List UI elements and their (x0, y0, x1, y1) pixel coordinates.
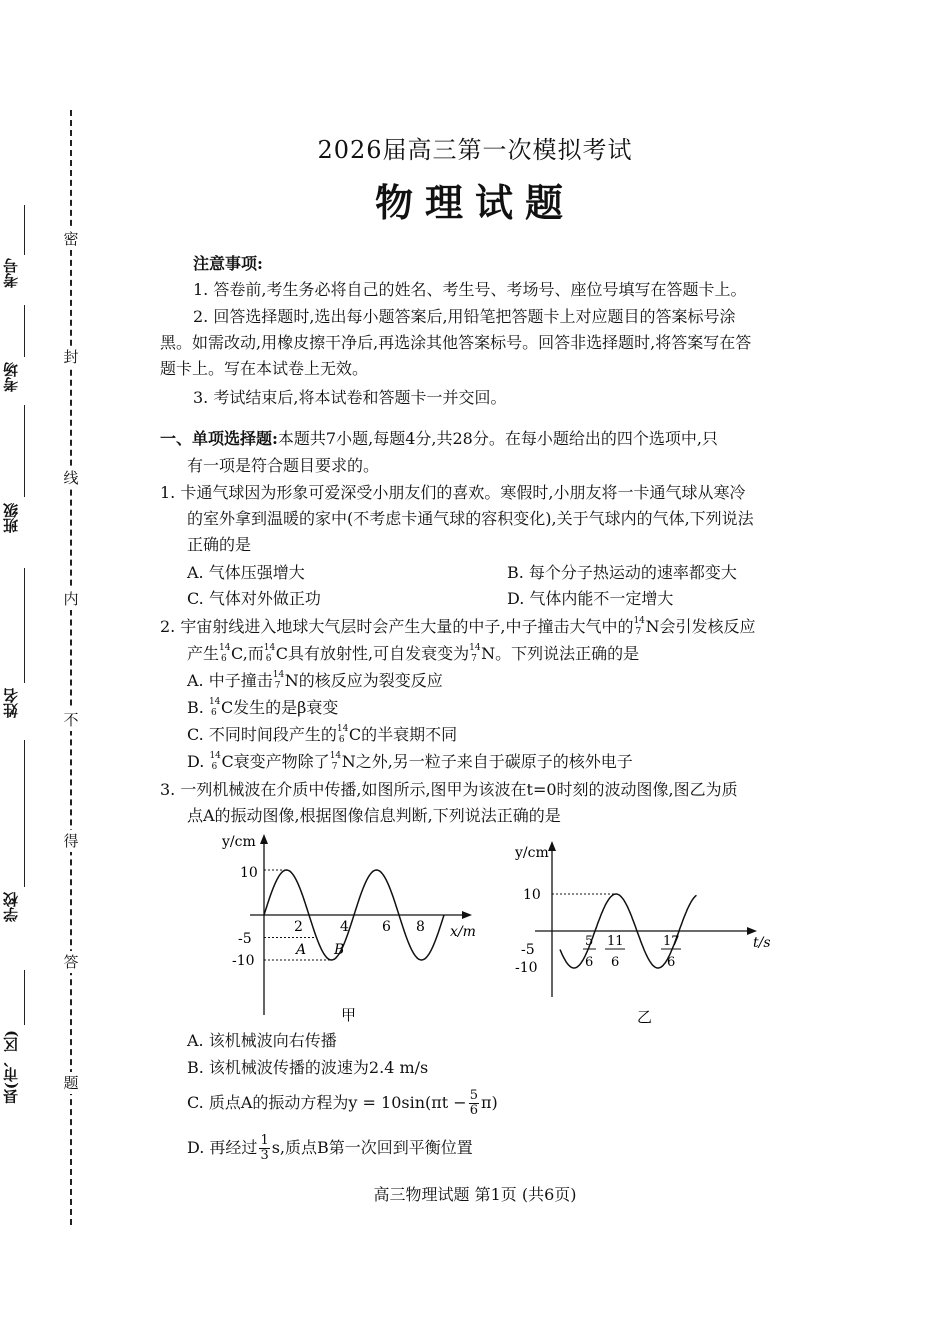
x-tick-fraction (583, 934, 596, 970)
x-tick-fraction (605, 934, 625, 970)
exam-title: 2026届高三第一次模拟考试 (317, 136, 633, 164)
notice-heading: 注意事项: (193, 254, 263, 273)
label-exam-number: 考号 (2, 258, 20, 288)
point-b-label: B (334, 942, 345, 958)
y-axis-label: y/cm (222, 834, 256, 850)
option-d[interactable] (187, 1134, 473, 1163)
isotope-n14 (329, 750, 342, 772)
x-tick-label: 8 (416, 919, 425, 935)
option-b[interactable] (187, 694, 338, 721)
fill-line[interactable] (24, 568, 25, 683)
mass-number: 14 (219, 642, 231, 653)
fraction-numerator: 17 (663, 934, 680, 949)
seal-char: 线 (60, 467, 82, 489)
option-b[interactable]: B. 该机械波传播的波速为2.4 m/s (187, 1058, 429, 1077)
y-tick-label: 10 (523, 887, 541, 903)
seal-dashed-line (70, 110, 72, 1225)
fraction-denominator: 6 (611, 955, 620, 970)
fraction-numerator: 5 (585, 934, 594, 949)
axes (535, 841, 757, 997)
y-tick-label: -5 (521, 942, 535, 958)
fraction (469, 1089, 479, 1118)
text-segment: B. (187, 698, 204, 717)
atomic-number: 6 (338, 734, 345, 745)
text-segment: C. 不同时间段产生的 (187, 725, 337, 744)
fraction-numerator: 1 (260, 1133, 269, 1148)
notice-item: 3. 考试结束后,将本试卷和答题卡一并交回。 (193, 388, 507, 407)
y-tick-label: -10 (232, 953, 255, 969)
label-name: 姓名 (2, 688, 20, 718)
x-tick-label: 6 (382, 919, 391, 935)
label-exam-room: 考场 (2, 362, 20, 392)
isotope-c14 (209, 750, 221, 772)
isotope-n14 (272, 669, 285, 691)
question-text: 的室外拿到温暖的家中(不考虑卡通气球的容积变化),关于气球内的气体,下列说法 (187, 509, 754, 528)
isotope-c14 (263, 642, 276, 664)
question-text (160, 613, 755, 640)
notice-item: 题卡上。写在本试卷上无效。 (160, 359, 369, 378)
text-segment: C的半衰期不同 (348, 725, 458, 744)
text-segment: D. 再经过 (187, 1138, 258, 1157)
mass-number: 14 (329, 750, 342, 761)
label-county: 县(市、区) (2, 1030, 20, 1105)
fill-line[interactable] (24, 305, 25, 357)
option-d[interactable] (187, 748, 633, 775)
section-desc: 本题共7小题,每题4分,共28分。在每小题给出的四个选项中,只 (277, 429, 718, 448)
seal-char: 得 (60, 830, 82, 852)
question-text: 正确的是 (187, 535, 252, 554)
isotope-c14 (336, 723, 349, 745)
fill-line[interactable] (24, 740, 25, 887)
section-desc: 有一项是符合题目要求的。 (187, 456, 380, 475)
x-tick-label: 4 (340, 919, 349, 935)
y-tick-label: -10 (515, 960, 538, 976)
fraction-denominator: 6 (585, 955, 594, 970)
atomic-number: 6 (265, 653, 272, 664)
text-segment: s,质点B第一次回到平衡位置 (271, 1138, 473, 1157)
y-axis-arrow-icon (260, 834, 268, 844)
text-segment: π) (480, 1093, 498, 1112)
question-text: 1. 卡通气球因为形象可爱深受小朋友们的喜欢。寒假时,小朋友将一卡通气球从寒冷 (160, 483, 746, 502)
subject-title: 物理试题 (374, 180, 575, 225)
text-segment: C衰变产物除了 (221, 752, 330, 771)
vibration-graph-yi (505, 835, 775, 1030)
seal-char: 题 (60, 1072, 82, 1094)
x-axis-label: x/m (450, 924, 476, 940)
x-tick-label: 2 (294, 919, 303, 935)
isotope-c14 (219, 642, 231, 664)
option-c[interactable] (187, 1089, 498, 1118)
section-title: 一、单项选择题: (160, 429, 278, 448)
mass-number: 14 (263, 642, 276, 653)
text-segment: C,而 (231, 644, 264, 663)
fill-line[interactable] (24, 970, 25, 1025)
point-a-label: A (296, 942, 307, 958)
text-segment: N。下列说法正确的是 (481, 644, 640, 663)
x-axis-arrow-icon (462, 911, 472, 919)
seal-char: 内 (60, 588, 82, 610)
fraction-numerator: 11 (607, 934, 624, 949)
option-a[interactable]: A. 气体压强增大 (187, 563, 305, 582)
text-segment: N之外,另一粒子来自于碳原子的核外电子 (341, 752, 633, 771)
fill-line[interactable] (24, 405, 25, 497)
text-segment: 产生 (187, 644, 220, 663)
section-heading (160, 425, 718, 452)
wave-graph-jia (210, 830, 480, 1025)
fraction-numerator: 5 (469, 1088, 478, 1103)
x-axis-label: t/s (753, 935, 771, 951)
graph-title: 乙 (637, 1008, 653, 1026)
text-segment: D. (187, 752, 205, 771)
text-segment: C具有放射性,可自发衰变为 (275, 644, 470, 663)
notice-item: 2. 回答选择题时,选出每小题答案后,用铅笔把答题卡上对应题目的答案标号涂 (193, 307, 736, 326)
atomic-number: 7 (274, 680, 281, 691)
option-c[interactable] (187, 721, 457, 748)
mass-number: 14 (633, 615, 645, 626)
mass-number: 14 (272, 669, 285, 680)
mass-number: 14 (336, 723, 349, 734)
option-d[interactable]: D. 气体内能不一定增大 (507, 589, 674, 608)
mass-number: 14 (469, 642, 481, 653)
question-text: 点A的振动图像,根据图像信息判断,下列说法正确的是 (187, 806, 561, 825)
question-text: 3. 一列机械波在介质中传播,如图所示,图甲为该波在t=0时刻的波动图像,图乙为质 (160, 780, 738, 799)
page-footer: 高三物理试题 第1页 (共6页) (373, 1185, 577, 1204)
y-tick-label: 10 (240, 865, 258, 881)
text-segment: 2. 宇宙射线进入地球大气层时会产生大量的中子,中子撞击大气中的 (160, 617, 634, 636)
y-axis-label: y/cm (515, 845, 549, 861)
atomic-number: 6 (211, 761, 218, 772)
isotope-c14 (208, 696, 221, 718)
axes (250, 834, 472, 1015)
mass-number: 14 (208, 696, 221, 707)
text-segment: N会引发核反应 (645, 617, 756, 636)
atomic-number: 7 (471, 653, 477, 664)
fraction-denominator: 6 (469, 1103, 478, 1118)
option-c[interactable]: C. 气体对外做正功 (187, 589, 321, 608)
atomic-number: 6 (221, 653, 227, 664)
label-class: 班级 (2, 503, 20, 533)
seal-char: 密 (60, 228, 82, 250)
text-segment: C发生的是β衰变 (220, 698, 339, 717)
y-tick-label: -5 (238, 931, 252, 947)
fraction-denominator: 6 (667, 955, 676, 970)
graph-title: 甲 (341, 1006, 357, 1024)
fraction-denominator: 3 (260, 1148, 269, 1163)
x-axis-arrow-icon (747, 927, 757, 935)
text-segment: N的核反应为裂变反应 (284, 671, 443, 690)
mass-number: 14 (209, 750, 221, 761)
atomic-number: 7 (635, 626, 642, 637)
isotope-n14 (633, 615, 645, 637)
seal-char: 封 (60, 346, 82, 368)
atomic-number: 7 (331, 761, 338, 772)
option-a[interactable]: A. 该机械波向右传播 (187, 1031, 337, 1050)
isotope-n14 (469, 642, 481, 664)
atomic-number: 6 (210, 707, 217, 718)
notice-item: 黑。如需改动,用橡皮擦干净后,再选涂其他答案标号。回答非选择题时,将答案写在答 (160, 333, 752, 352)
seal-char: 不 (60, 709, 82, 731)
y-axis-arrow-icon (548, 841, 556, 851)
question-text (187, 640, 639, 667)
option-a[interactable] (187, 667, 443, 694)
option-b[interactable]: B. 每个分子热运动的速率都变大 (507, 563, 737, 582)
notice-item: 1. 答卷前,考生务必将自己的姓名、考生号、考场号、座位号填写在答题卡上。 (193, 280, 747, 299)
text-segment: C. 质点A的振动方程为y = 10sin(πt − (187, 1093, 467, 1112)
text-segment: A. 中子撞击 (187, 671, 273, 690)
label-school: 学校 (2, 892, 20, 922)
fraction (259, 1134, 269, 1163)
seal-char: 答 (60, 951, 82, 973)
